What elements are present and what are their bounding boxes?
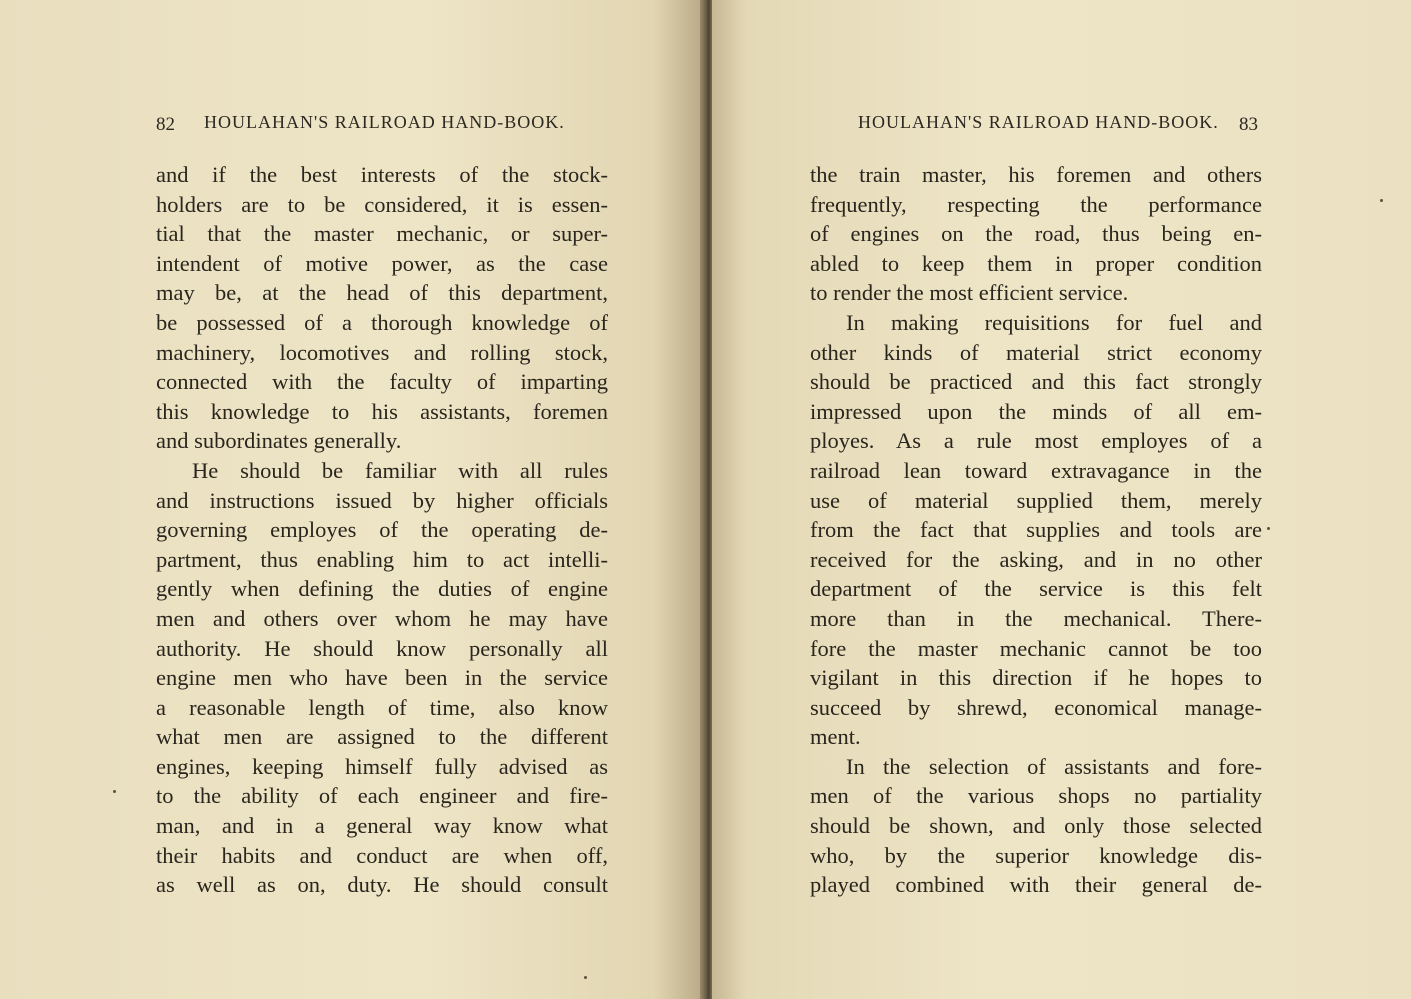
text-line: may be, at the head of this department, <box>156 280 608 306</box>
text-line: In the selection of assistants and fore- <box>846 753 1262 779</box>
text-line: frequently, respecting the performance <box>810 191 1262 217</box>
text-line: partment, thus enabling him to act intelli- <box>156 546 608 572</box>
text-line: fore the master mechanic cannot be too <box>810 635 1262 661</box>
right-page <box>712 0 1411 999</box>
body-text-right <box>810 160 1262 900</box>
text-line: received for the asking, and in no other <box>810 546 1262 572</box>
text-line: gently when defining the duties of engine <box>156 576 608 602</box>
text-line: to render the most efficient service. <box>810 280 1129 306</box>
text-line: machinery, locomotives and rolling stock, <box>156 339 608 365</box>
text-line: He should be familiar with all rules <box>192 457 608 483</box>
text-line: who, by the superior knowledge dis- <box>810 842 1262 868</box>
text-line: other kinds of material strict economy <box>810 339 1262 365</box>
body-text-left <box>156 160 608 900</box>
text-line: ment. <box>810 724 861 750</box>
text-line: connected with the faculty of imparting <box>156 369 608 395</box>
text-line: succeed by shrewd, economical manage- <box>810 694 1262 720</box>
text-line: men and others over whom he may have <box>156 605 608 631</box>
text-line: this knowledge to his assistants, foremen <box>156 398 608 424</box>
left-page <box>0 0 703 999</box>
text-line: impressed upon the minds of all em- <box>810 398 1262 424</box>
text-line: should be practiced and this fact strongly <box>810 369 1262 395</box>
page-number-right: 83 <box>1239 114 1258 135</box>
text-line: ployes. As a rule most employes of a <box>810 428 1262 454</box>
text-line: be possessed of a thorough knowledge of <box>156 309 608 335</box>
paper-speck <box>1267 527 1270 530</box>
text-line: authority. He should know personally all <box>156 635 608 661</box>
text-line: the train master, his foremen and others <box>810 162 1262 187</box>
text-line: vigilant in this direction if he hopes to <box>810 665 1262 691</box>
text-line: and subordinates generally. <box>156 428 402 454</box>
text-line: man, and in a general way know what <box>156 813 608 839</box>
text-line: played combined with their general de- <box>810 872 1262 898</box>
text-line: as well as on, duty. He should consult <box>156 872 608 898</box>
paper-speck <box>584 976 587 979</box>
text-line: of engines on the road, thus being en- <box>810 221 1262 247</box>
text-line: In making requisitions for fuel and <box>846 309 1262 335</box>
text-line: what men are assigned to the different <box>156 724 608 750</box>
text-line: department of the service is this felt <box>810 576 1262 602</box>
text-line: engines, keeping himself fully advised as <box>156 753 608 779</box>
text-line: a reasonable length of time, also know <box>156 694 608 720</box>
running-head-right: HOULAHAN'S RAILROAD HAND-BOOK. <box>858 112 1219 132</box>
text-line: and instructions issued by higher officials <box>156 487 608 513</box>
running-head-left: HOULAHAN'S RAILROAD HAND-BOOK. <box>204 112 565 132</box>
paper-speck <box>1380 199 1383 202</box>
text-line: railroad lean toward extravagance in the <box>810 457 1262 483</box>
text-line: their habits and conduct are when off, <box>156 842 608 868</box>
text-line: men of the various shops no partiality <box>810 783 1262 809</box>
text-line: use of material supplied them, merely <box>810 487 1262 513</box>
text-line: governing employes of the operating de- <box>156 517 608 543</box>
text-line: should be shown, and only those selected <box>810 813 1262 839</box>
text-line: tial that the master mechanic, or super- <box>156 221 608 247</box>
text-line: to the ability of each engineer and fire- <box>156 783 608 809</box>
text-line: holders are to be considered, it is essen- <box>156 191 608 217</box>
text-line: intendent of motive power, as the case <box>156 250 608 276</box>
text-line: engine men who have been in the service <box>156 665 608 691</box>
text-line: abled to keep them in proper condition <box>810 250 1262 276</box>
text-line: more than in the mechanical. There- <box>810 605 1262 631</box>
text-line: and if the best interests of the stock- <box>156 162 608 187</box>
text-line: from the fact that supplies and tools are <box>810 517 1262 543</box>
page-number-left: 82 <box>156 114 175 135</box>
paper-speck <box>113 790 116 793</box>
